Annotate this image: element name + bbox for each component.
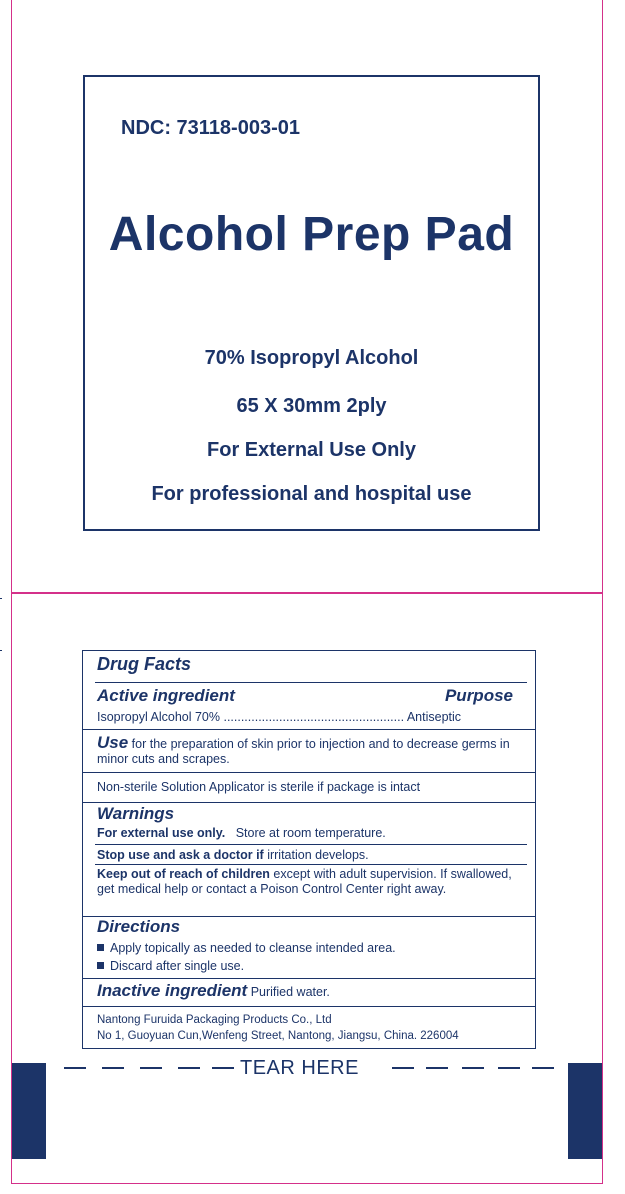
tear-dash <box>498 1067 520 1069</box>
external-use-text: For External Use Only <box>207 439 416 461</box>
use-heading: Use <box>97 733 129 752</box>
warning-children <box>97 867 521 897</box>
warning-children-text: except with adult supervision. If swallowed, get medical help or contact a Poison Control Center right away. <box>97 867 512 896</box>
tear-dash <box>64 1067 86 1069</box>
tear-dash <box>102 1067 124 1069</box>
inactive-heading: Inactive ingredient <box>97 981 248 1000</box>
use-text: for the preparation of skin prior to injection and to decrease germs in minor cuts and scrapes. <box>97 737 510 766</box>
divider <box>83 729 535 730</box>
right-seal-bar <box>568 1063 602 1159</box>
use-section <box>97 735 521 767</box>
ndc-number: NDC: 73118-003-01 <box>121 117 300 139</box>
edge-tick <box>0 598 2 599</box>
warning-external-bold: For external use only. <box>97 826 226 840</box>
directions-heading: Directions <box>97 917 181 936</box>
company-address: No 1, Guoyuan Cun,Wenfeng Street, Nantong, Jiangsu, China. 226004 <box>97 1030 459 1042</box>
warning-stop-use-bold: Stop use and ask a doctor if <box>97 848 264 862</box>
divider <box>95 844 527 845</box>
tear-dash <box>392 1067 414 1069</box>
inactive-text: Purified water. <box>250 985 330 999</box>
bullet-icon <box>97 944 104 951</box>
company-name: Nantong Furuida Packaging Products Co., Ltd <box>97 1014 332 1026</box>
direction-text: Apply topically as needed to cleanse intended area. <box>110 941 396 955</box>
tear-dash <box>462 1067 484 1069</box>
bullet-icon <box>97 962 104 969</box>
divider <box>95 682 527 683</box>
size-text: 65 X 30mm 2ply <box>236 395 387 417</box>
active-ingredient-heading: Active ingredient <box>97 686 235 705</box>
warning-children-bold: Keep out of reach of children <box>97 867 270 881</box>
sterile-text: Non-sterile Solution Applicator is sterile if package is intact <box>97 780 421 794</box>
purpose-heading: Purpose <box>444 686 513 705</box>
direction-item <box>97 959 521 974</box>
active-ingredient-line: Isopropyl Alcohol 70% .................................................... Antiseptic <box>97 710 462 724</box>
tear-dash <box>426 1067 448 1069</box>
tear-dash <box>532 1067 554 1069</box>
product-title: Alcohol Prep Pad <box>108 208 515 261</box>
divider <box>83 772 535 773</box>
warning-stop-use <box>97 848 521 863</box>
direction-text: Discard after single use. <box>110 959 245 973</box>
professional-use-text: For professional and hospital use <box>151 483 472 505</box>
divider <box>83 1006 535 1007</box>
warning-stop-use-text: irritation develops. <box>267 848 369 862</box>
direction-item <box>97 941 521 956</box>
tear-here-label: TEAR HERE <box>240 1057 359 1079</box>
divider <box>83 978 535 979</box>
front-label-box <box>83 75 540 531</box>
tear-line[interactable] <box>60 1058 560 1078</box>
divider <box>83 802 535 803</box>
drug-facts-panel <box>82 650 536 1049</box>
concentration-text: 70% Isopropyl Alcohol <box>204 347 419 369</box>
tear-dash <box>178 1067 200 1069</box>
warnings-heading: Warnings <box>97 804 175 823</box>
drug-facts-heading: Drug Facts <box>97 654 192 674</box>
edge-tick <box>0 650 2 651</box>
warning-external <box>97 826 521 841</box>
inactive-section <box>97 983 521 1000</box>
warning-external-text: Store at room temperature. <box>235 826 386 840</box>
tear-dash <box>140 1067 162 1069</box>
divider <box>95 864 527 865</box>
tear-dash <box>212 1067 234 1069</box>
left-seal-bar <box>12 1063 46 1159</box>
